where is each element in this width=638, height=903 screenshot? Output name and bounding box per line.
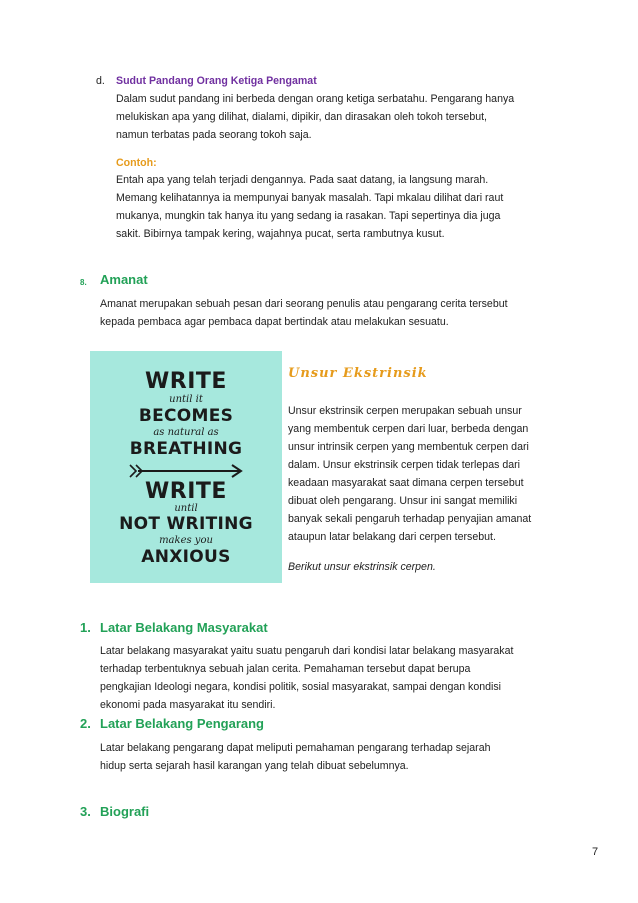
section-d-title: Sudut Pandang Orang Ketiga Pengamat <box>116 75 317 87</box>
amanat-title: Amanat <box>100 272 148 287</box>
list-item-1-number: 1. <box>80 620 91 635</box>
poster-line-9: makes you <box>159 535 213 546</box>
ekstrinsik-line-4: dalam. Unsur ekstrinsik cerpen tidak terlepas dari <box>288 459 520 471</box>
list-item-2-number: 2. <box>80 716 91 731</box>
poster-line-6: WRITE <box>145 479 227 504</box>
section-d-label: d. <box>96 75 105 87</box>
ekstrinsik-line-3: unsur intrinsik cerpen yang membentuk cerpen dari <box>288 441 529 453</box>
ekstrinsik-line-8: ataupun latar belakang dari cerpen tersebut. <box>288 531 496 543</box>
list-item-1-line-2: terhadap terbentuknya sebuah jalan cerita. Pemahaman tersebut dapat berupa <box>100 663 471 675</box>
amanat-line-2: kepada pembaca agar pembaca dapat bertindak atau melakukan sesuatu. <box>100 316 449 328</box>
example-label: Contoh: <box>116 157 157 169</box>
ekstrinsik-line-7: banyak sekali pengaruh terhadap penyajian amanat <box>288 513 532 525</box>
section-d-line-1: Dalam sudut pandang ini berbeda dengan orang ketiga serbatahu. Pengarang hanya <box>116 93 515 105</box>
example-line-4: sakit. Bibirnya tampak kering, wajahnya pucat, serta rambutnya kusut. <box>116 228 445 240</box>
quote-poster <box>90 351 282 583</box>
ekstrinsik-line-2: yang membentuk cerpen dari luar, berbeda dengan <box>288 423 529 435</box>
amanat-number: 8. <box>80 278 87 287</box>
example-line-3: mukanya, mungkin tak hanya itu yang sedang ia rasakan. Tapi sepertinya dia juga <box>116 210 501 222</box>
list-item-1-line-4: ekonomi pada masyarakat itu sendiri. <box>100 699 276 711</box>
ekstrinsik-note: Berikut unsur ekstrinsik cerpen. <box>288 561 436 573</box>
ekstrinsik-line-1: Unsur ekstrinsik cerpen merupakan sebuah unsur <box>288 405 522 417</box>
poster-line-8: NOT WRITING <box>119 514 253 534</box>
section-d-line-3: namun terbatas pada seorang tokoh saja. <box>116 129 312 141</box>
arrow-icon <box>128 463 246 479</box>
poster-line-1: WRITE <box>145 369 227 394</box>
example-line-1: Entah apa yang telah terjadi dengannya. Pada saat datang, ia langsung marah. <box>116 174 489 186</box>
example-line-2: Memang kelihatannya ia mempunyai banyak masalah. Tapi mkalau dilihat dari raut <box>116 192 504 204</box>
ekstrinsik-line-5: keadaan masyarakat saat dimana cerpen tersebut <box>288 477 524 489</box>
list-item-3-title: Biografi <box>100 804 150 819</box>
list-item-3-number: 3. <box>80 804 91 819</box>
list-item-1-line-1: Latar belakang masyarakat yaitu suatu pengaruh dari kondisi latar belakang masyarakat <box>100 645 514 657</box>
list-item-2-title: Latar Belakang Pengarang <box>100 716 264 731</box>
list-item-2-line-2: hidup serta sejarah hasil karangan yang telah dibuat sebelumnya. <box>100 760 409 772</box>
ekstrinsik-title: Unsur Ekstrinsik <box>288 366 428 381</box>
list-item-1-title: Latar Belakang Masyarakat <box>100 620 268 635</box>
poster-line-10: ANXIOUS <box>141 547 231 567</box>
poster-line-3: BECOMES <box>138 406 234 426</box>
poster-line-4: as natural as <box>153 427 219 438</box>
ekstrinsik-line-6: dibuat oleh pengarang. Unsur ini sangat memiliki <box>288 495 518 507</box>
section-d-line-2: melukiskan apa yang dilihat, dialami, dipikir, dan dirasakan oleh tokoh tersebut, <box>116 111 487 123</box>
list-item-2-line-1: Latar belakang pengarang dapat meliputi pemahaman pengarang terhadap sejarah <box>100 742 491 754</box>
poster-line-7: until <box>174 503 198 514</box>
poster-line-5: BREATHING <box>129 439 243 459</box>
amanat-line-1: Amanat merupakan sebuah pesan dari seorang penulis atau pengarang cerita tersebut <box>100 298 508 310</box>
poster-line-2: until it <box>169 394 203 405</box>
page-number: 7 <box>592 846 599 858</box>
list-item-1-line-3: pengkajian Ideologi negara, kondisi politik, sosial masyarakat, sampai dengan kondisi <box>100 681 502 693</box>
